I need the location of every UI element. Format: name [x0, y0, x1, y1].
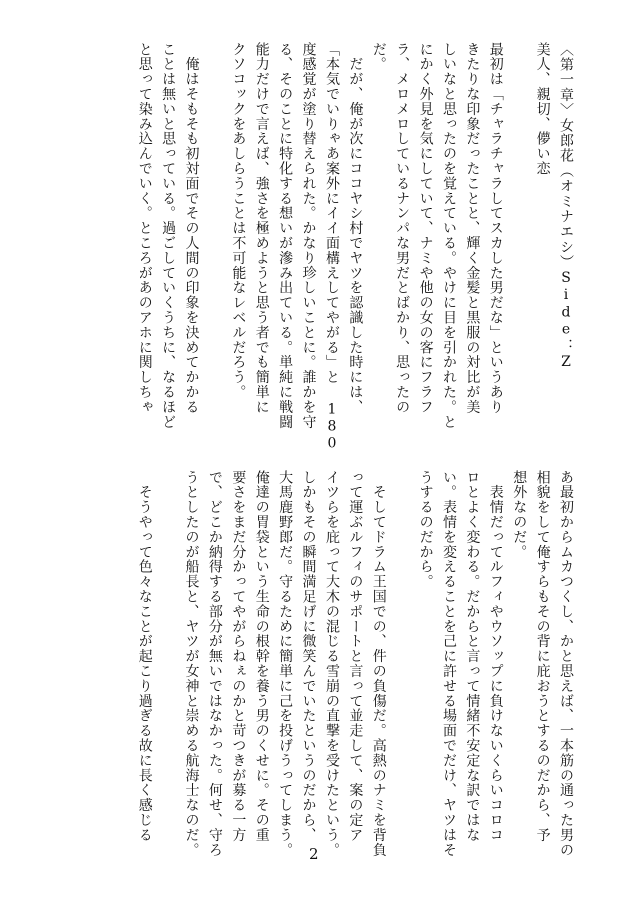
blank-line — [507, 42, 530, 414]
subtitle: 美人、親切、儚い恋 — [534, 42, 551, 177]
text-line: しかもその瞬間満足げに微笑んでいたというのだから、 — [300, 470, 317, 843]
text-line: うとしたのが船長と、ヤツが女神と崇める航海士なのだ。 — [183, 470, 200, 858]
text-line: 表情だってルフィやウソップに負けないくらいコロコ — [487, 470, 504, 843]
text-line: い。表情を変えることを己に許せる場面でだけ、ヤツはそ — [440, 470, 457, 858]
text-line: 俺はそもそも初対面でその人間の印象を決めてかかる — [183, 42, 200, 415]
text-line: きたりな印象だったことと、輝く金髪と黒服の対比が美 — [464, 42, 481, 415]
text-line: って運ぶルフィのサポートと言って並走して、案の定ア — [347, 470, 364, 843]
text-line: しいなと思ったのを覚えている。やけに目を引かれた。と — [440, 42, 457, 430]
text-line: イツらを庇って大木の混じる雪崩の直撃を受けたという。 — [323, 470, 340, 858]
text-line: にかく外見を気にしていて、ナミや他の女の客にフラフ — [417, 42, 434, 415]
blank-line — [390, 470, 413, 842]
text-line: で、どこか納得する部分が無いではなかった。何せ、守ろ — [206, 470, 223, 858]
text-line: 想外なのだ。 — [511, 470, 528, 560]
text-line: 要さをまだ分かってやがらねぇのかと苛つきが募る一方 — [230, 470, 247, 843]
text-line: と思って染み込んでいく。ところがあのアホに関しちゃ — [136, 42, 153, 415]
lower-text-block — [52, 470, 577, 858]
text-line: クソコックをあしらうことは不可能なレベルだろう。 — [230, 42, 247, 400]
upper-text-block — [52, 42, 577, 453]
text-line: ロとよく変わる。だからと言って情緒不安定な訳ではな — [464, 470, 481, 843]
text-line: 俺達の胃袋という生命の根幹を養う男のくせに。その重 — [253, 470, 270, 843]
text-line: ラ、メロメロしているナンパな男だとばかり、思ったの — [394, 42, 411, 415]
blank-line — [156, 470, 179, 842]
text-line: 大馬鹿野郎だ。守るために簡単に己を投げうってしまう。 — [277, 470, 294, 858]
text-line: 度感覚が塗り替えられた。かなり珍しいことに。誰かを守 — [300, 42, 317, 430]
text-line: ことは無いと思っている。過ごしていくうちに、なるほど — [160, 42, 177, 430]
text-line: だ。 — [370, 42, 387, 72]
text-line: 「本気でいりゃあ案外にイイ面構えしてやがる」と 180 — [323, 42, 340, 453]
text-line: そうやって色々なことが起こり過ぎる故に長く感じる — [136, 470, 153, 843]
blank-line — [203, 42, 226, 414]
text-line: あ最初からムカつくし、かと思えば、一本筋の通った男の — [558, 470, 574, 858]
text-line: そしてドラム王国での、件の負傷だ。高熱のナミを背負 — [370, 470, 387, 858]
chapter-title: 〈第一章〉女郎花（オミナエシ）Side：Z — [558, 42, 574, 372]
text-line: 相貌をして俺すらもその背に庇おうとするのだから、予 — [534, 470, 551, 843]
text-line: る、そのことに特化する想いが滲み出ている。単純に戦闘 — [277, 42, 294, 430]
text-line: うするのだから。 — [417, 470, 434, 590]
text-line: だが、俺が次にココヤシ村でヤツを認識した時には、 — [347, 42, 364, 415]
text-line: 能力だけで言えば、強さを極めようと思う者でも簡単に — [253, 42, 270, 415]
text-line: 最初は「チャラチャラしてスカした男だな」というあり — [487, 42, 504, 415]
page-number: 2 — [309, 845, 319, 863]
